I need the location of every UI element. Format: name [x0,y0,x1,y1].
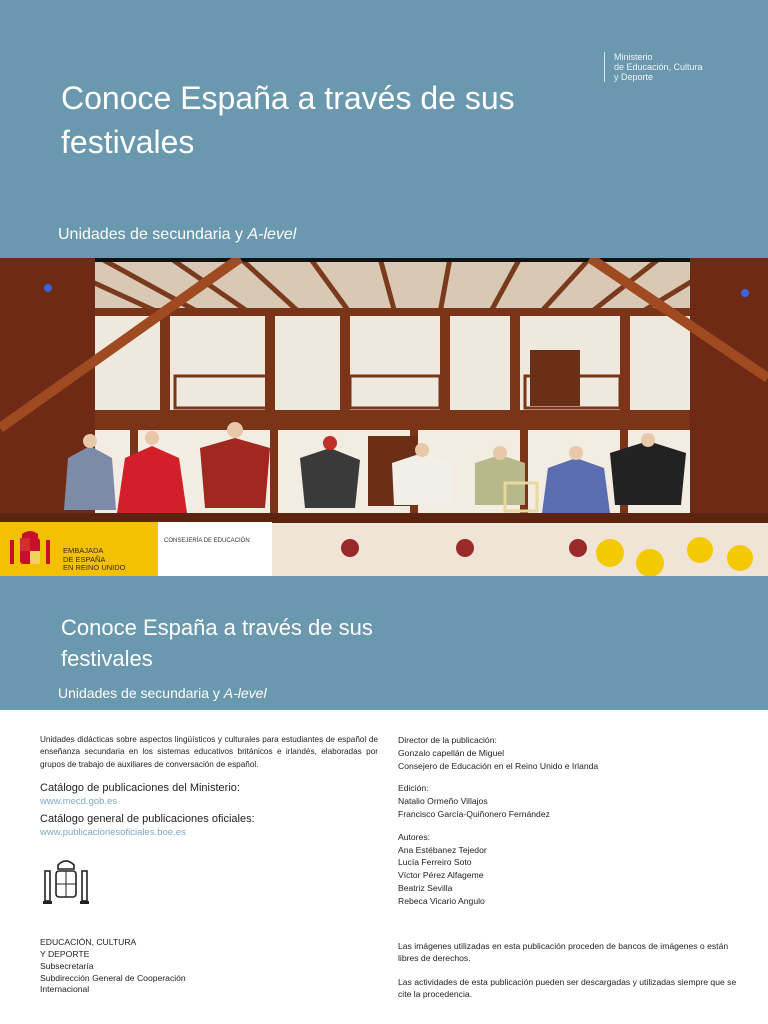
organization-block [40,937,378,996]
rights-activities: Las actividades de esta publicación pueden ser descargadas y utilizadas siempre que se cite la procedencia. [398,976,737,1000]
org-line-5: Internacional [40,984,90,995]
secondary-subtitle-italic: A-level [223,685,267,701]
left-column [40,734,378,996]
catalogs [40,781,378,840]
edition-label: Edición: [398,783,429,794]
edition-block [398,782,740,820]
coat-of-arms-icon [40,857,92,909]
ministry-line-2: de Educación, Cultura [614,62,703,72]
embassy-line-3: EN REINO UNIDO [63,563,126,572]
director-label: Director de la publicación: [398,735,497,745]
rights-images: Las imágenes utilizadas en esta publicación proceden de bancos de imágenes o están libres de derechos. [398,941,729,964]
author-name: Beatriz Sevilla [398,882,453,893]
embassy-line-1: EMBAJADA [63,546,104,555]
ministry-logo-text [604,52,754,82]
consejeria-label: CONSEJERÍA DE EDUCACIÓN [164,538,250,544]
rights-notice [398,940,740,1012]
embassy-logo-yellow [0,522,157,576]
editor-name: Natalio Ormeño Villajos [398,796,488,807]
org-line-2: Y DEPORTE [40,949,90,960]
authors-label: Autores: [398,831,431,842]
org-line-1: EDUCACIÓN, CULTURA [40,937,137,948]
org-line-3: Subsecretaría [40,960,94,971]
catalog-official-link[interactable]: www.publicacionesoficiales.boe.es [40,827,186,839]
director-name: Gonzalo capellán de Miguel [398,747,505,758]
director-block [398,734,740,772]
embassy-line-2: DE ESPAÑA [63,554,106,564]
ministry-line-1: Ministerio [614,52,653,62]
author-name: Víctor Pérez Alfageme [398,870,484,881]
secondary-subtitle-prefix: Unidades de secundaria y [58,685,224,701]
catalog-official-label: Catálogo general de publicaciones oficiales: [40,813,255,826]
author-name: Rebeca Vicario Angulo [398,895,485,906]
cover-title: Conoce España a través de sus festivales [61,80,515,160]
secondary-subtitle [58,685,267,701]
cover-subtitle-italic: A-level [247,226,297,243]
spain-shield-icon [6,530,54,570]
authors-block [398,831,740,908]
director-role: Consejero de Educación en el Reino Unido e Irlanda [398,760,599,771]
ministry-line-3: y Deporte [614,72,654,82]
org-line-4: Subdirección General de Cooperación [40,972,186,983]
author-name: Ana Estébanez Tejedor [398,844,487,855]
cover-subtitle [58,226,296,244]
catalog-ministry-label: Catálogo de publicaciones del Ministerio: [40,782,240,795]
right-column [398,734,740,918]
secondary-title: Conoce España a través de sus festivales [61,615,373,671]
consejeria-logo-panel [157,522,272,576]
cover-subtitle-prefix: Unidades de secundaria y [58,226,248,243]
author-name: Lucía Ferreiro Soto [398,857,472,868]
description-paragraph: Unidades didácticas sobre aspectos lingüísticos y culturales para estudiantes de español de enseñanza secundaria en los sistemas educativos británicos e irlandés, elaboradas por grupos de trabajo de auxiliares de conversación de español. [40,735,378,769]
editor-name: Francisco García-Quiñonero Fernández [398,808,550,819]
catalog-ministry-link[interactable]: www.mecd.gob.es [40,796,118,808]
embassy-logo [0,522,272,576]
